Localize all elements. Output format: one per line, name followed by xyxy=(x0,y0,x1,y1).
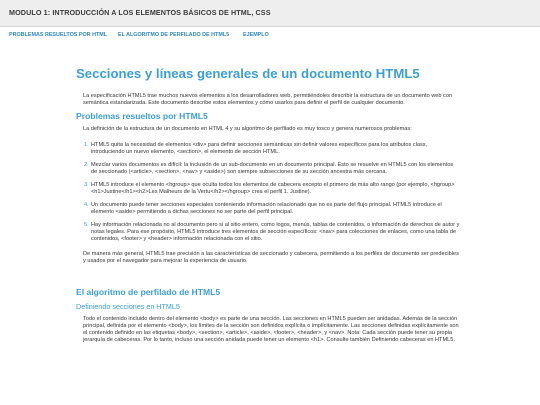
nav-link-ejemplo[interactable]: EJEMPLO xyxy=(243,32,269,38)
nav-link-problemas[interactable]: PROBLEMAS RESUELTOS POR HTML xyxy=(9,32,108,38)
intro-paragraph: La especificación HTML5 trae muchos nuevos elementos a los desarrolladores web, permitiéndoles describir la estructura de un documento web con semántica estandarizada. Este documento describe estos elementos y cómo usarlos para definir el perfil de cualquier documento. xyxy=(83,93,453,106)
subheading-definiendo: Definiendo secciones en HTML5 xyxy=(76,302,180,311)
list-item xyxy=(84,202,460,216)
problemas-intro: La definición de la estructura de un documento en HTML 4 y su algoritmo de perfilado es muy tosco y genera numerosos problemas: xyxy=(83,126,412,132)
heading-problemas: Problemas resueltos por HTML5 xyxy=(76,111,208,121)
problems-list xyxy=(76,142,466,243)
problemas-outro: De manera más general, HTML5 trae precisión a las características de seccionado y cabecera, permitiendo a los perfiles de documento ser predecibles y usados por el navegador para mejorar la experiencia de usuario. xyxy=(83,251,459,264)
list-item xyxy=(84,162,460,176)
list-item-text: Hay información relacionada no al documento pero si al sitio entero, como logos, menús, tablas de contenidos, o información de derechos de autor y notas legales. Para ese propósito, HTML5 introduce tres elementos de sección específicos: <nav> para colecciones de enlaces, como una tabla de contenidos, <footer> y <header> información relacionada con el sitio. xyxy=(91,222,460,242)
list-item-number: 5. xyxy=(84,222,89,228)
list-item-number: 2. xyxy=(84,162,89,168)
article-content xyxy=(76,66,466,344)
module-title: MODULO 1: INTRODUCCIÓN A LOS ELEMENTOS BÁSICOS DE HTML, CSS xyxy=(9,8,271,17)
definiendo-paragraph: Todo el contenido incluido dentro del elemento <body> es parte de una sección. Las secciones en HTML5 pueden ser anidadas. Además de la sección principal, definida por el elemento <body>, los límites de la sección son definidos explícita o implícitamente. Las secciones definidas explícitamente son el contenido definido en las etiquetas <body>, <section>, <article>, <aside>, <footer>, <header>, y <nav>. Nota: Cada sección puede tener su propia jerarquía de cabeceras. Por lo tanto, incluso una sección anidada puede tener un elemento <h1>. Consulte también Definiendo cabeceras en HTML5. xyxy=(83,316,459,343)
list-item-number: 3. xyxy=(84,182,89,188)
section-nav xyxy=(0,27,540,42)
list-item-number: 1. xyxy=(84,142,89,148)
list-item xyxy=(84,142,460,156)
list-item-text: Mezclar varios documentos es difícil: la inclusión de un sub-documento en un documento principal. Esto se resuelve en HTML5 con los elementos de seccionado (<article>, <section>, <nav> y <aside>) son siempre subsecciones de su sección ancestra más cercana. xyxy=(91,162,454,175)
page-title: Secciones y líneas generales de un documento HTML5 xyxy=(76,66,420,81)
heading-algoritmo: El algoritmo de perfilado de HTML5 xyxy=(76,287,221,297)
list-item-text: HTML5 quita la necesidad de elementos <div> para definir secciones semánticas sin definir valores específicos para los atributos class, introduciendo un nuevo elemento, <section>, el elemento de sección HTML. xyxy=(91,142,428,155)
module-header-bar xyxy=(0,0,540,27)
nav-link-algoritmo[interactable]: EL ALGORITMO DE PERFILADO DE HTML5 xyxy=(118,32,230,38)
list-item xyxy=(84,182,460,196)
list-item-text: Un documento puede tener secciones especiales conteniendo información relacionado que no es parte del flujo principal. HTML5 introduce el elemento <aside> permitiendo a dichas secciones no ser parte del perfil principal. xyxy=(91,202,442,215)
list-item-text: HTML5 introduce el elemento <hgroup> que oculta todos los elementos de cabecera excepto el primero de más alto rango (por ejemplo, <hgroup><h1>Justine</h1><h2>Les Malheurs de la Vertu</h2></hgroup> crea el perfil 1. Justine). xyxy=(91,182,455,195)
list-item xyxy=(84,222,460,243)
list-item-number: 4. xyxy=(84,202,89,208)
